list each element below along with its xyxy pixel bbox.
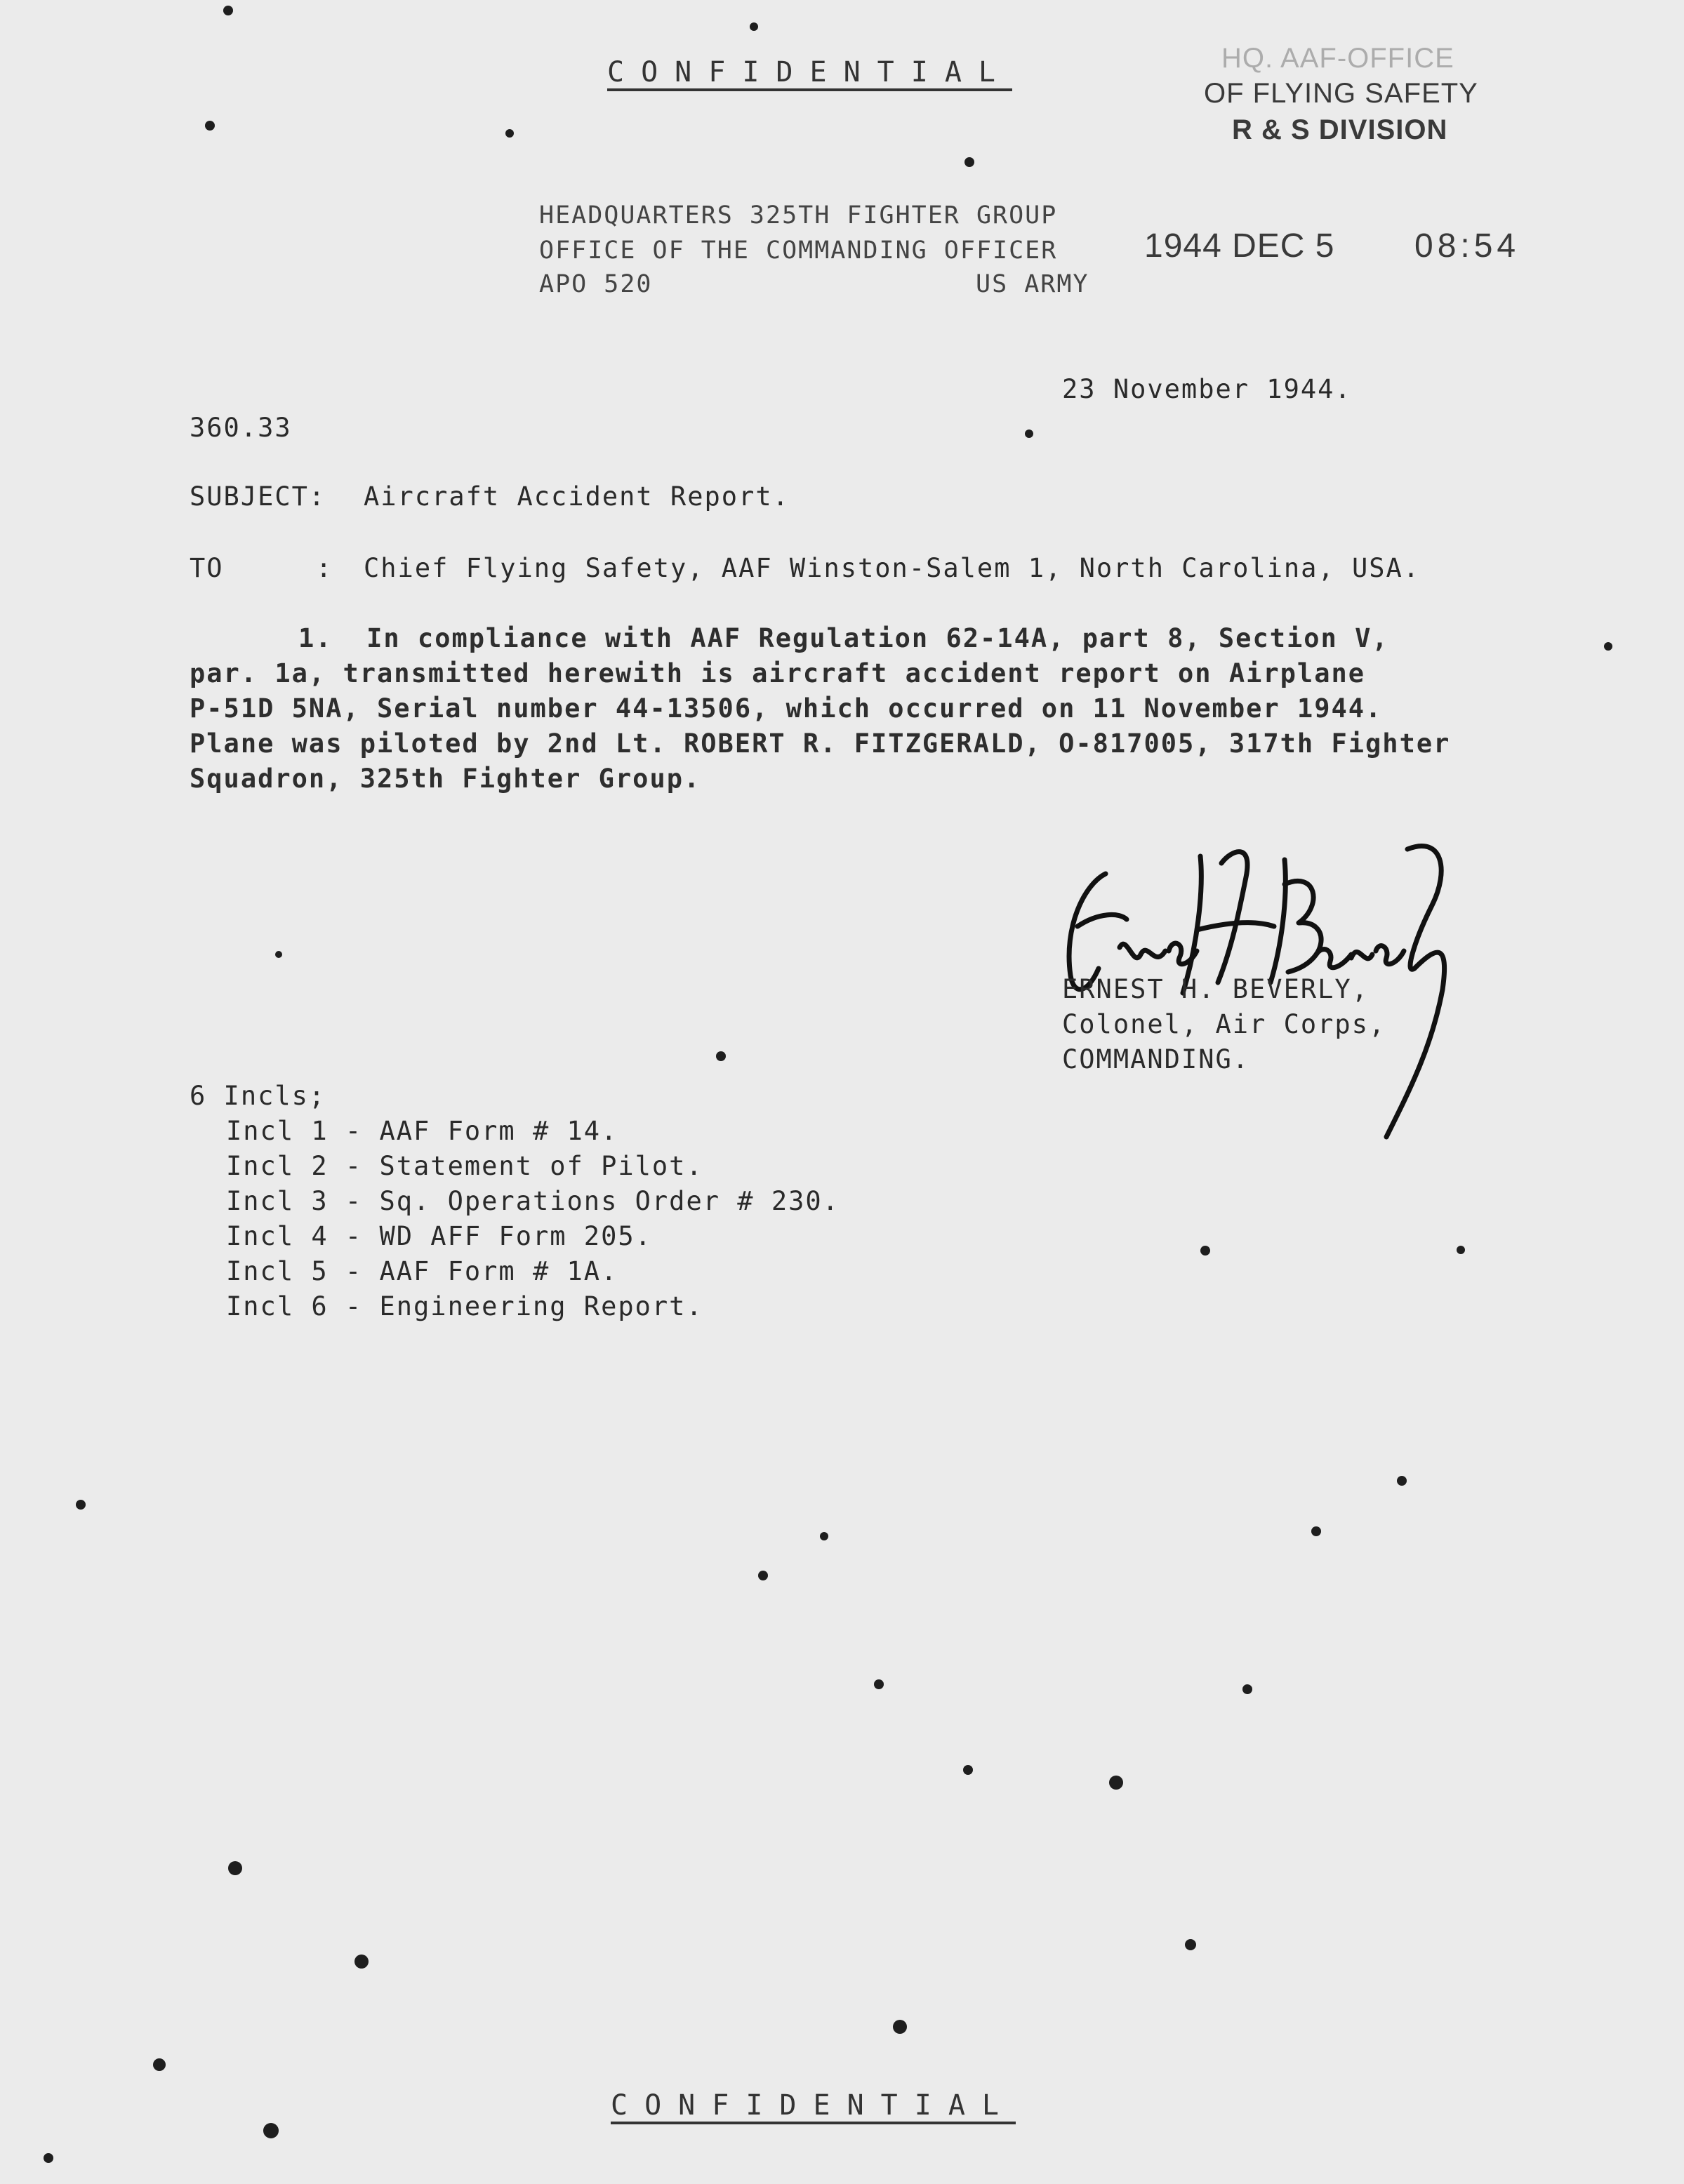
classification-bottom: CONFIDENTIAL [611,2089,1016,2122]
letterhead-line-2: OFFICE OF THE COMMANDING OFFICER [539,237,1058,265]
scan-speck [223,6,233,15]
scan-speck [874,1679,884,1689]
scan-speck [1185,1939,1196,1950]
scan-speck [1109,1776,1123,1790]
inclosure-item: Incl 4 - WD AFF Form 205. [226,1221,652,1251]
inclosure-item: Incl 3 - Sq. Operations Order # 230. [226,1186,840,1216]
letterhead-line-3-left: APO 520 [539,270,653,298]
scan-speck [1457,1246,1465,1254]
scan-speck [820,1532,828,1540]
scan-speck [1604,642,1612,651]
scan-speck [963,1765,973,1775]
letterhead-line-1: HEADQUARTERS 325TH FIGHTER GROUP [539,201,1058,229]
stamp-line-1: HQ. AAF-OFFICE [1221,43,1454,74]
file-number: 360.33 [190,413,292,443]
subject-label: SUBJECT: [190,481,326,512]
to-label: TO [190,553,224,583]
to-value: Chief Flying Safety, AAF Winston-Salem 1, North Carolina, USA. [364,553,1421,583]
scan-speck [1200,1246,1210,1256]
inclosure-item: Incl 1 - AAF Form # 14. [226,1116,618,1146]
scan-speck [1397,1476,1407,1486]
scan-speck [1242,1684,1252,1694]
scan-speck [205,121,215,131]
paragraph-line-2: par. 1a, transmitted herewith is aircraft accident report on Airplane [190,658,1366,688]
paragraph-line-5: Squadron, 325th Fighter Group. [190,764,701,794]
inclosure-item: Incl 2 - Statement of Pilot. [226,1151,703,1181]
paragraph-line-3: P-51D 5NA, Serial number 44-13506, which occurred on 11 November 1944. [190,693,1383,724]
letter-date: 23 November 1944. [1062,374,1352,404]
stamp-time: 08:54 [1414,227,1520,265]
letterhead-line-3-right: US ARMY [976,270,1089,298]
scan-speck [263,2123,279,2138]
scan-speck [1025,430,1033,438]
scan-speck [153,2058,166,2071]
scan-speck [964,157,974,167]
stamp-line-3: R & S DIVISION [1232,114,1448,145]
paragraph-line-4: Plane was piloted by 2nd Lt. ROBERT R. FITZGERALD, O-817005, 317th Fighter [190,728,1451,759]
inclosure-item: Incl 5 - AAF Form # 1A. [226,1256,618,1286]
inclosures-header: 6 Incls; [190,1081,326,1111]
paragraph-line-1: 1. In compliance with AAF Regulation 62-14A, part 8, Section V, [298,623,1389,653]
scan-speck [716,1051,726,1061]
signer-title: COMMANDING. [1062,1044,1250,1074]
signer-rank: Colonel, Air Corps, [1062,1009,1386,1039]
inclosure-item: Incl 6 - Engineering Report. [226,1291,703,1321]
scan-speck [505,129,514,138]
scan-speck [44,2153,53,2163]
scan-speck [1311,1526,1321,1536]
scan-speck [354,1955,369,1969]
subject-value: Aircraft Accident Report. [364,481,790,512]
scan-speck [275,951,282,958]
scan-speck [893,2020,907,2034]
scan-speck [228,1861,242,1875]
scan-speck [750,22,758,31]
signer-name: ERNEST H. BEVERLY, [1062,974,1369,1004]
scan-speck [758,1571,768,1580]
stamp-date: 1944 DEC 5 [1144,227,1335,265]
classification-top: CONFIDENTIAL [607,56,1012,88]
to-separator: : [316,553,333,583]
scan-speck [76,1500,86,1510]
stamp-line-2: OF FLYING SAFETY [1204,78,1478,109]
